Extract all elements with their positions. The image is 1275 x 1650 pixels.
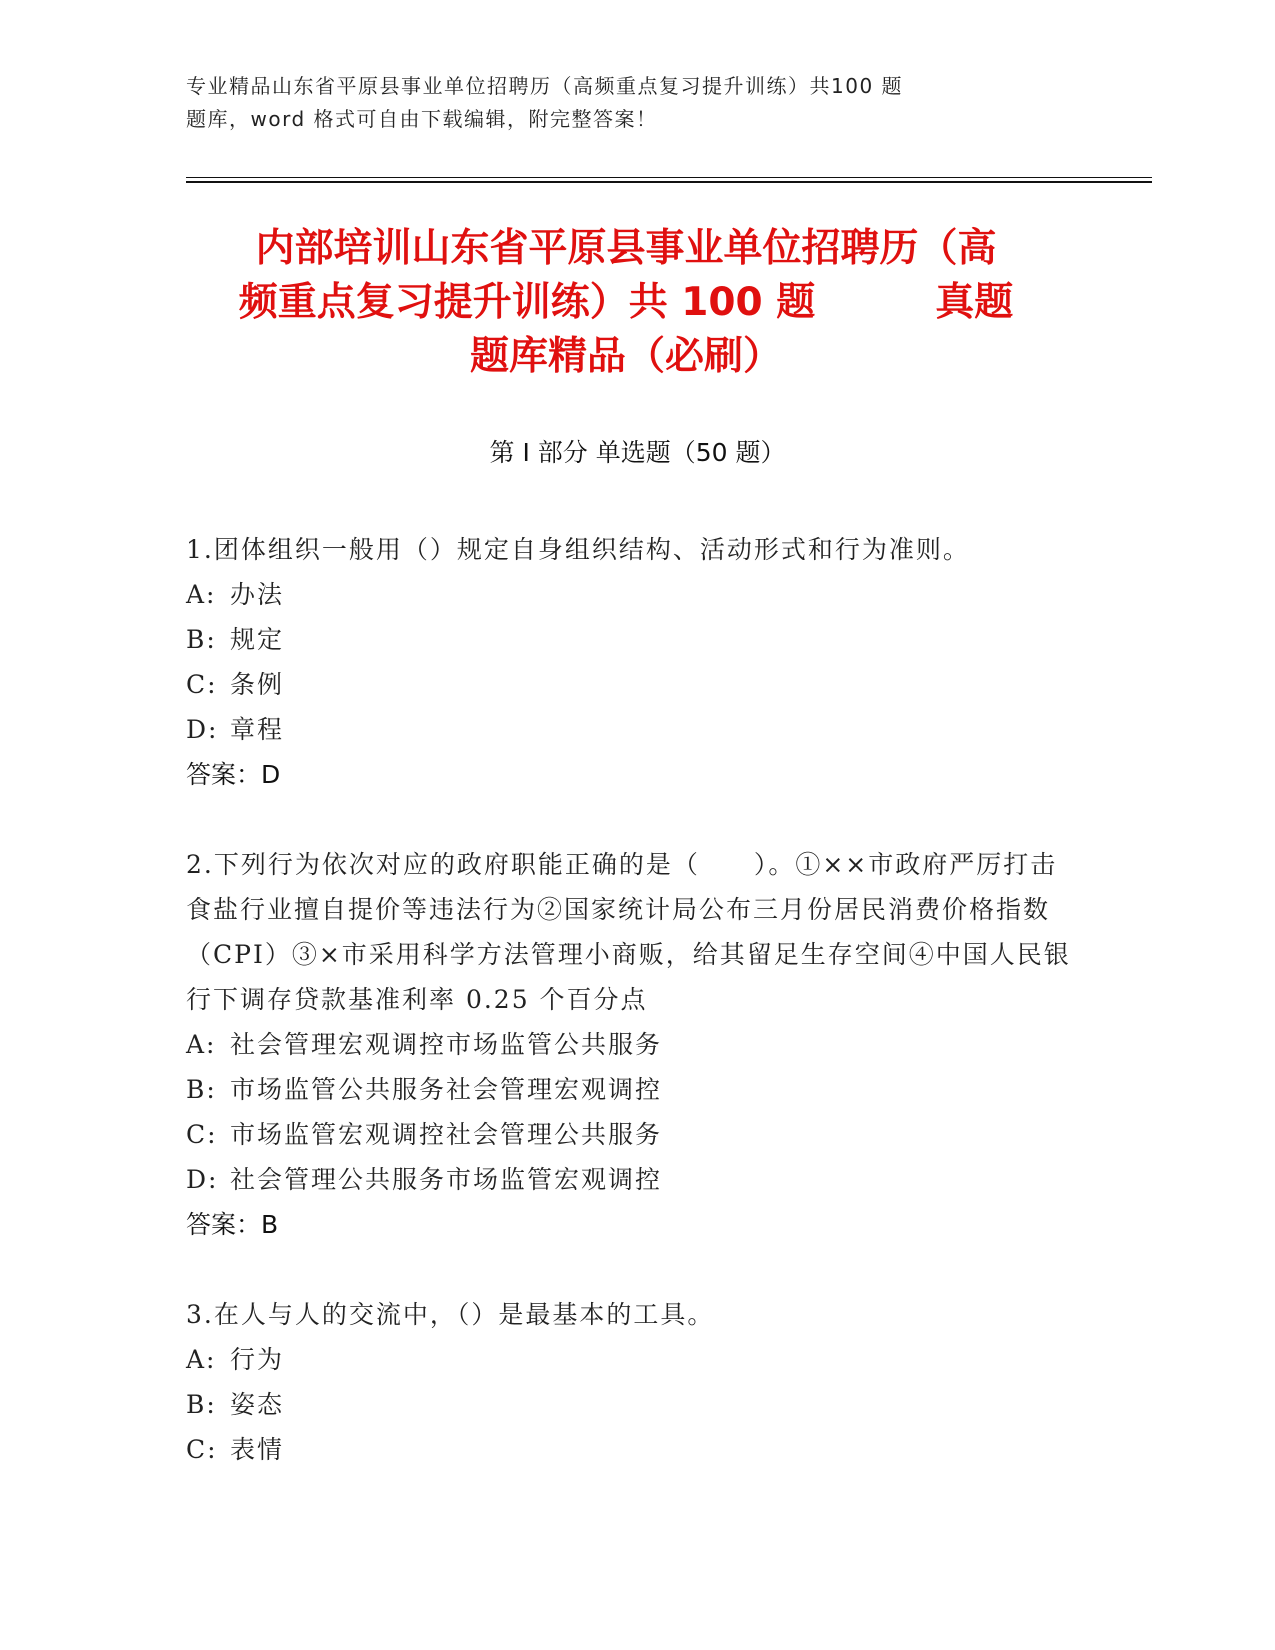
option-key: D: [186,1165,219,1194]
question-option [186,1337,1076,1382]
option-key: C: [186,670,218,699]
option-key: A: [186,580,217,609]
option-text: 规定 [230,625,285,654]
option-key: A: [186,1030,217,1059]
header-note-line-1: 专业精品山东省平原县事业单位招聘历（高频重点复习提升训练）共100 题 [186,74,904,98]
header-divider-thick [186,181,1152,183]
header-divider-thin [186,177,1152,178]
question-block [186,527,1076,797]
option-key: C: [186,1435,218,1464]
question-stem: 3.在人与人的交流中，（）是最基本的工具。 [186,1300,715,1329]
question-option [186,1067,1076,1112]
option-key: C: [186,1120,218,1149]
option-text: 市场监管公共服务社会管理宏观调控 [230,1075,663,1104]
question-option [186,1022,1076,1067]
question-list [186,527,1076,1472]
title-line-3: 题库精品（必刷） [469,334,782,379]
option-text: 办法 [230,580,285,609]
header-note-line-2: 题库，word 格式可自由下载编辑，附完整答案！ [186,107,658,131]
option-text: 社会管理宏观调控市场监管公共服务 [230,1030,663,1059]
document-title [186,222,1066,384]
question-block [186,842,1076,1247]
option-text: 姿态 [230,1390,285,1419]
question-answer: 答案：D [186,760,281,789]
option-text: 表情 [230,1435,285,1464]
question-stem: 1.团体组织一般用（）规定自身组织结构、活动形式和行为准则。 [186,535,970,564]
question-option [186,1382,1076,1427]
title-line-2a: 频重点复习提升训练）共 100 题 [238,280,816,325]
question-option [186,1112,1076,1157]
question-answer: 答案：B [186,1210,279,1239]
option-key: B: [186,1390,217,1419]
title-line-2b: 真题 [935,280,1014,325]
option-text: 行为 [230,1345,285,1374]
header-note [186,70,1026,136]
option-text: 条例 [230,670,285,699]
option-text: 章程 [230,715,285,744]
option-text: 市场监管宏观调控社会管理公共服务 [230,1120,663,1149]
title-line-1: 内部培训山东省平原县事业单位招聘历（高 [255,226,997,271]
question-stem: 2.下列行为依次对应的政府职能正确的是（ ）。①××市政府严厉打击食盐行业擅自提价等违法行为②国家统计局公布三月份居民消费价格指数（CPI）③×市采用科学方法管理小商贩，给其留足生存空间④中国人民银行下调存贷款基准利率 0.25 个百分点 [186,850,1071,1014]
question-option [186,662,1076,707]
option-key: B: [186,625,217,654]
question-block [186,1292,1076,1472]
question-option [186,572,1076,617]
section-title: 第 I 部分 单选题（50 题） [489,438,786,467]
question-option [186,617,1076,662]
option-key: D: [186,715,219,744]
question-option [186,1157,1076,1202]
question-option [186,1427,1076,1472]
question-option [186,707,1076,752]
option-key: A: [186,1345,217,1374]
title-line-2 [186,276,1066,330]
option-text: 社会管理公共服务市场监管宏观调控 [230,1165,663,1194]
option-key: B: [186,1075,217,1104]
